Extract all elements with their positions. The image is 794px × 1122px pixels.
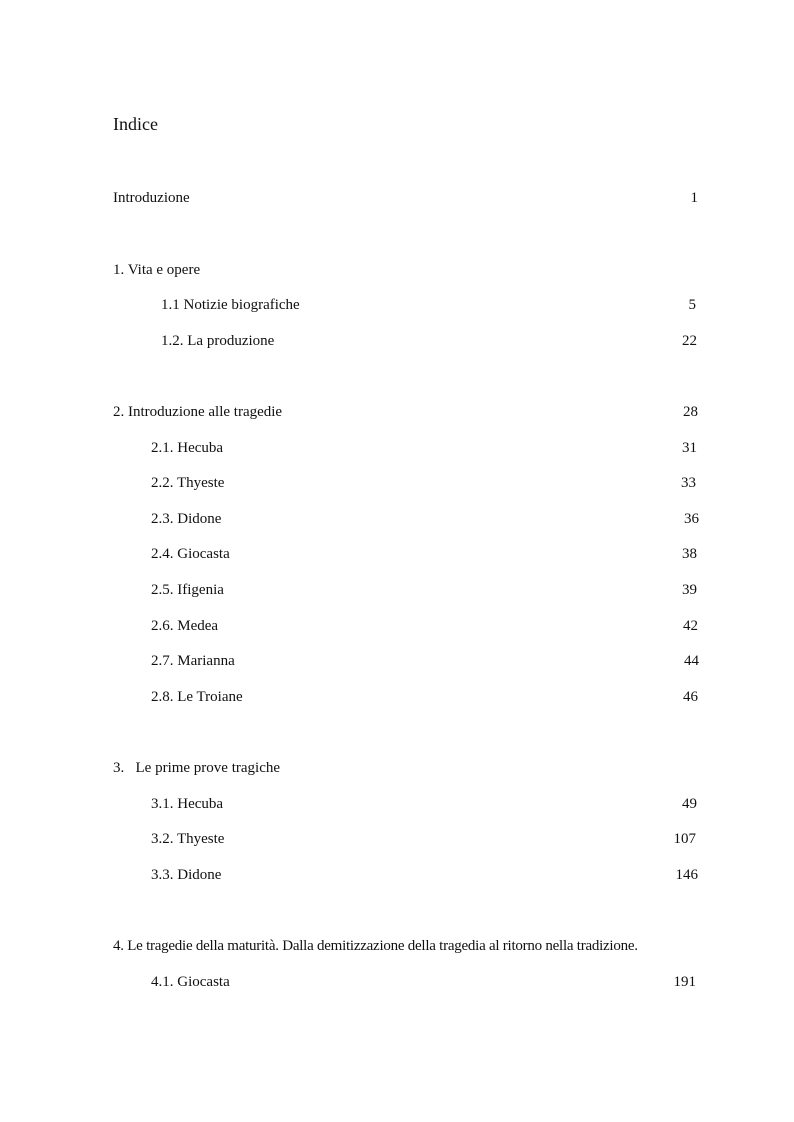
toc-entry-page: 39	[682, 582, 697, 598]
toc-entry-label: 2.4. Giocasta	[151, 546, 230, 562]
toc-entry-page: 1	[690, 190, 698, 206]
toc-entry-introduzione[interactable]	[0, 188, 794, 208]
toc-entry-label: 1.2. La produzione	[161, 333, 275, 349]
toc-entry-2-6[interactable]	[0, 616, 794, 636]
toc-entry-page: 28	[683, 404, 698, 420]
toc-entry-label: 2.5. Ifigenia	[151, 582, 224, 598]
toc-entry-label: 3.3. Didone	[151, 867, 222, 883]
toc-entry-label: 4. Le tragedie della maturità. Dalla demitizzazione della tragedia al ritorno nella tradizione.	[113, 938, 638, 954]
toc-entry-2-3[interactable]	[0, 509, 794, 529]
toc-entry-2-7[interactable]	[0, 651, 794, 671]
toc-entry-2-5[interactable]	[0, 580, 794, 600]
toc-entry-label: 2.3. Didone	[151, 511, 222, 527]
toc-chapter-3[interactable]	[0, 758, 794, 778]
toc-entry-page: 42	[683, 618, 698, 634]
toc-entry-page: 44	[684, 653, 699, 669]
toc-entry-2-2[interactable]	[0, 473, 794, 493]
toc-entry-page: 107	[673, 831, 696, 847]
toc-entry-2-1[interactable]	[0, 438, 794, 458]
toc-entry-page: 36	[684, 511, 699, 527]
toc-entry-label: 3.1. Hecuba	[151, 796, 224, 812]
toc-entry-label: 2.8. Le Troiane	[151, 689, 243, 705]
toc-entry-1-1[interactable]	[0, 295, 794, 315]
toc-entry-label: 2. Introduzione alle tragedie	[113, 404, 283, 420]
toc-entry-page: 31	[682, 440, 697, 456]
toc-entry-label: 4.1. Giocasta	[151, 974, 230, 990]
toc-entry-2-8[interactable]	[0, 687, 794, 707]
toc-entry-page: 46	[683, 689, 698, 705]
toc-entry-2-4[interactable]	[0, 544, 794, 564]
toc-entry-page: 22	[682, 333, 697, 349]
toc-entry-1-2[interactable]	[0, 331, 794, 351]
toc-entry-label: 2.1. Hecuba	[151, 440, 224, 456]
toc-entry-label: 1. Vita e opere	[113, 262, 201, 278]
toc-entry-3-3[interactable]	[0, 865, 794, 885]
toc-entry-label: 1.1 Notizie biografiche	[161, 297, 300, 313]
toc-entry-label: 3. Le prime prove tragiche	[113, 760, 281, 776]
toc-entry-page: 5	[688, 297, 696, 313]
toc-entry-label: 3.2. Thyeste	[151, 831, 225, 847]
toc-entry-label: 2.6. Medea	[151, 618, 219, 634]
toc-entry-page: 49	[682, 796, 697, 812]
toc-chapter-1[interactable]	[0, 260, 794, 280]
toc-chapter-2[interactable]	[0, 402, 794, 422]
toc-entry-page: 33	[681, 475, 696, 491]
page-title: Indice	[113, 114, 158, 134]
toc-entry-label: 2.2. Thyeste	[151, 475, 225, 491]
toc-entry-page: 191	[673, 974, 696, 990]
toc-entry-3-2[interactable]	[0, 829, 794, 849]
toc-entry-label: 2.7. Marianna	[151, 653, 235, 669]
toc-entry-4-1[interactable]	[0, 972, 794, 992]
toc-entry-page: 146	[675, 867, 698, 883]
toc-entry-page: 38	[682, 546, 697, 562]
toc-chapter-4[interactable]	[0, 936, 794, 956]
toc-entry-label: Introduzione	[113, 190, 190, 206]
toc-entry-3-1[interactable]	[0, 794, 794, 814]
